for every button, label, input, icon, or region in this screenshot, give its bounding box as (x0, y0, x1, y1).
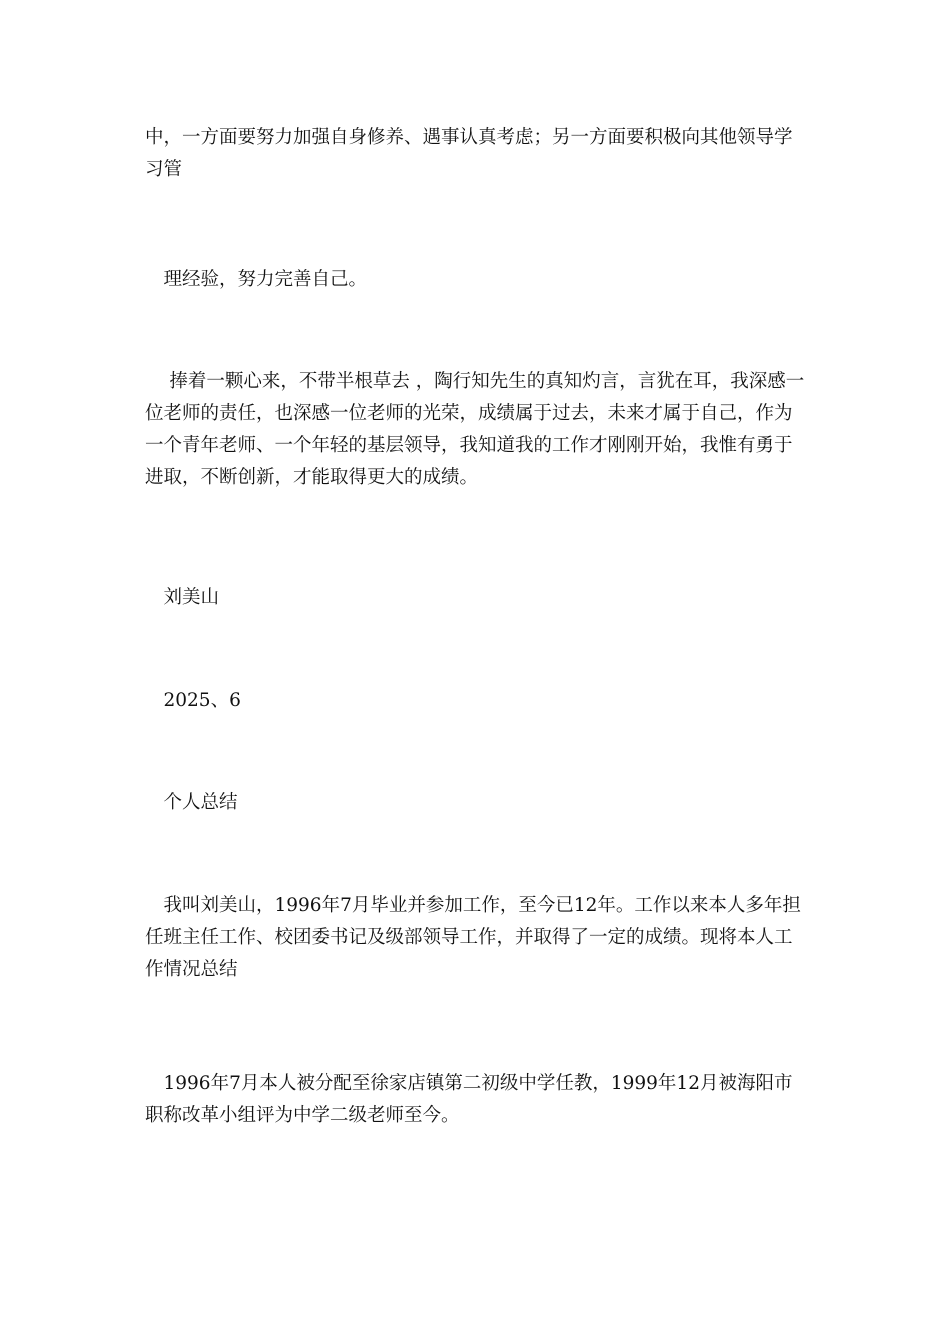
paragraph-management-experience: 理经验，努力完善自己。 (145, 269, 368, 290)
paragraph-self-introduction: 我叫刘美山，1996年7月毕业并参加工作，至今已12年。工作以来本人多年担任班主任工作、校团委书记及级部领导工作，并取得了一定的成绩。现将本人工作情况总结 (145, 895, 801, 980)
paragraph-management-improvement: 中，一方面要努力加强自身修养、遇事认真考虑；另一方面要积极向其他领导学习管 (145, 127, 793, 180)
signature-date: 2025、6 (145, 690, 241, 711)
section-title-personal-summary: 个人总结 (145, 792, 238, 813)
signature-name: 刘美山 (145, 587, 220, 608)
paragraph-tao-xingzhi-quote: 捧着一颗心来，不带半根草去 ，陶行知先生的真知灼言，言犹在耳，我深感一位老师的责任，也深感一位老师的光荣，成绩属于过去，未来才属于自己，作为一个青年老师、一个年轻的基层领导，我知道我的工作才刚刚开始，我惟有勇于进取，不断创新，才能取得更大的成绩。 (145, 371, 805, 488)
paragraph-work-history: 1996年7月本人被分配至徐家店镇第二初级中学任教，1999年12月被海阳市职称改革小组评为中学二级老师至今。 (145, 1073, 793, 1126)
